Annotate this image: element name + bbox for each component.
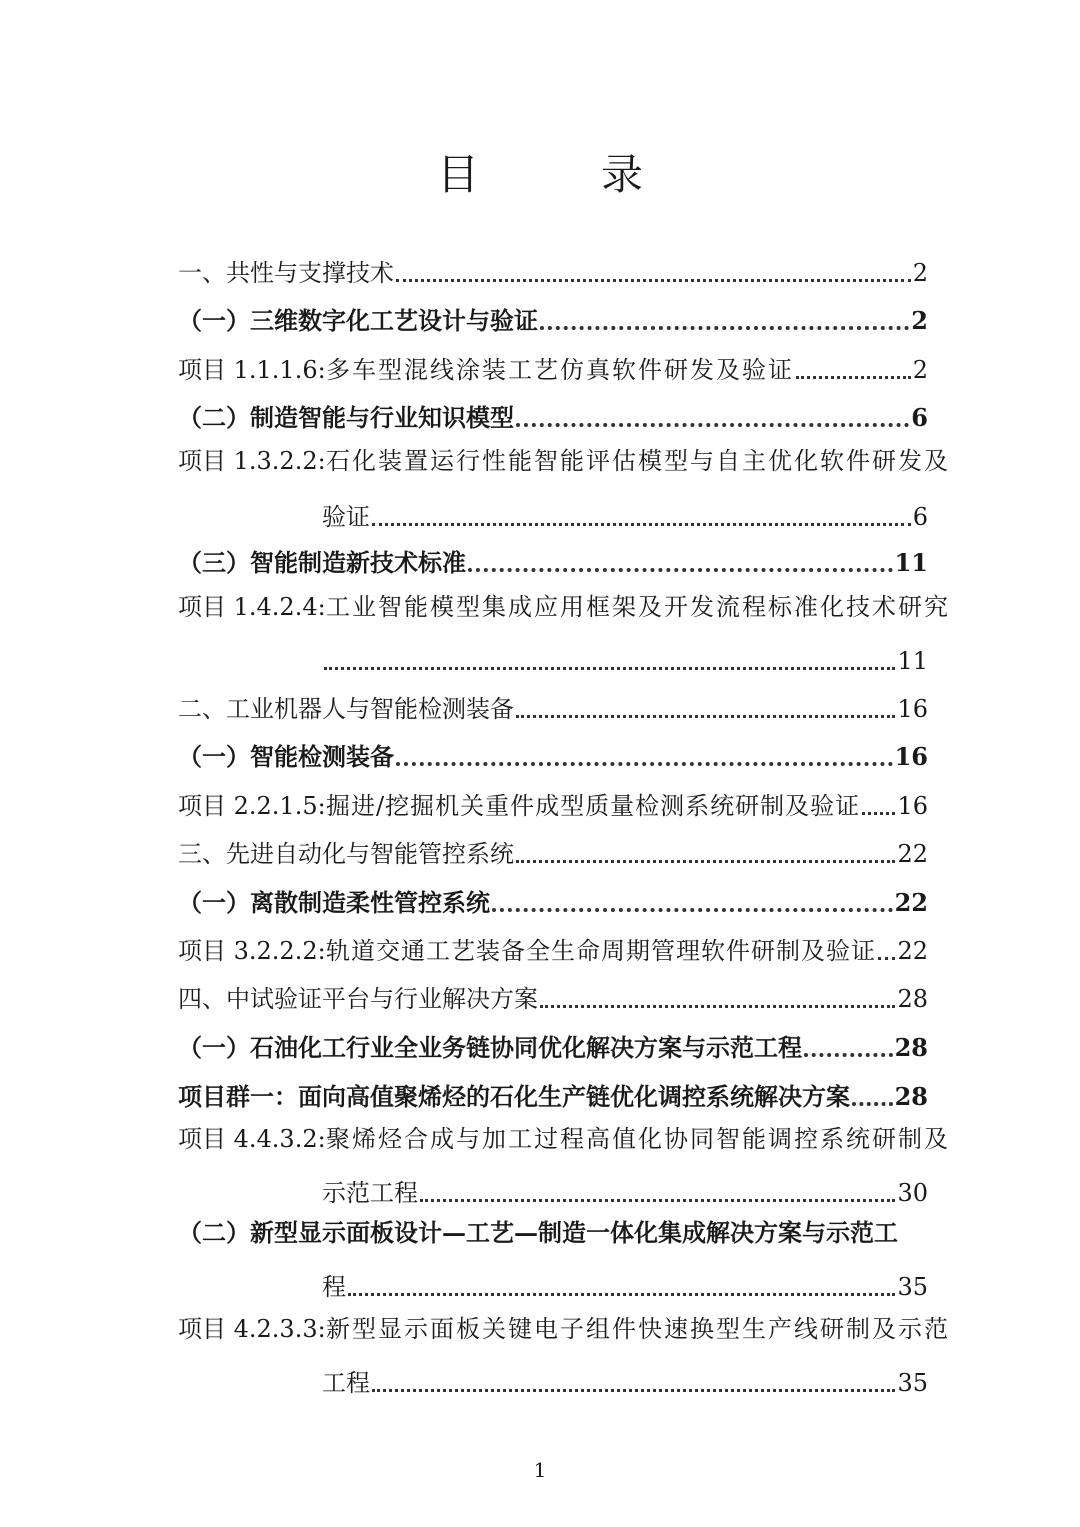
toc-entry[interactable]	[0, 248, 1080, 288]
toc-entry-page: 22	[894, 888, 928, 917]
toc-entry-text: （一）离散制造柔性管控系统	[178, 888, 490, 917]
toc-entry[interactable]	[0, 878, 1080, 918]
toc-entry[interactable]	[0, 393, 1080, 433]
toc-entry-line[interactable]	[178, 446, 950, 476]
page-number: 1	[533, 1458, 547, 1482]
toc-entry-page: 35	[897, 1273, 928, 1301]
toc-entry-project-number: 项目 2.2.1.5:	[178, 792, 326, 820]
toc-entry[interactable]	[0, 1168, 1080, 1208]
toc-entry-text: 二、工业机器人与智能检测装备	[178, 695, 514, 723]
toc-entry[interactable]	[0, 781, 1080, 821]
toc-entry-page: 28	[894, 1082, 928, 1111]
toc-entry-text: 项目群一：面向高值聚烯烃的石化生产链优化调控系统解决方案	[178, 1082, 850, 1111]
toc-entry[interactable]	[0, 538, 1080, 578]
toc-entry-line[interactable]	[178, 1124, 950, 1154]
toc-entry[interactable]	[0, 636, 1080, 676]
toc-entry-line[interactable]	[178, 1218, 898, 1248]
toc-entry-page: 2	[911, 306, 928, 335]
leader-dots	[372, 523, 911, 526]
toc-entry-text: 掘进/挖掘机关重件成型质量检测系统研制及验证	[326, 792, 861, 820]
leader-dots	[540, 1005, 895, 1008]
toc-entry-page: 28	[897, 985, 928, 1013]
leader-dots	[862, 812, 895, 815]
leader-dots	[492, 908, 893, 912]
toc-entry-text: 一、共性与支撑技术	[178, 259, 394, 287]
toc-entry[interactable]	[0, 1072, 1080, 1112]
toc-entry[interactable]	[0, 829, 1080, 869]
leader-dots	[516, 860, 895, 863]
toc-entry-project-number: 项目 1.3.2.2:	[178, 447, 326, 475]
leader-dots	[396, 762, 893, 766]
toc-entry[interactable]	[0, 345, 1080, 385]
toc-entry-project-number: 项目 1.1.1.6:	[178, 356, 326, 384]
toc-entry[interactable]	[0, 296, 1080, 336]
toc-entry-page: 2	[912, 259, 928, 287]
leader-dots	[796, 376, 911, 379]
toc-entry-project-number: 项目 4.4.3.2:	[178, 1125, 326, 1153]
toc-entry-text: （一）智能检测装备	[178, 742, 394, 771]
toc-entry-page: 6	[911, 403, 928, 432]
leader-dots	[516, 715, 895, 718]
toc-entry-page: 22	[897, 937, 928, 965]
toc-entry-continuation: 验证	[322, 503, 370, 531]
toc-entry-project-number: 项目 4.2.3.3:	[178, 1315, 326, 1343]
toc-entry-continuation: 工程	[322, 1369, 370, 1397]
toc-entry-page: 22	[897, 840, 928, 868]
toc-entry-text: 轨道交通工艺装备全生命周期管理软件研制及验证	[326, 937, 876, 965]
toc-entry-page: 6	[912, 503, 928, 531]
toc-entry-text: 四、中试验证平台与行业解决方案	[178, 985, 538, 1013]
toc-entry-text: 石化装置运行性能智能评估模型与自主优化软件研发及	[326, 447, 950, 475]
leader-dots	[852, 1102, 893, 1106]
toc-entry[interactable]	[0, 1023, 1080, 1063]
leader-dots	[324, 667, 895, 670]
toc-entry-project-number: 项目 1.4.2.4:	[178, 593, 326, 621]
toc-entry-text: 三、先进自动化与智能管控系统	[178, 840, 514, 868]
toc-entry-line[interactable]	[178, 592, 950, 622]
toc-entry-page: 16	[897, 792, 928, 820]
toc-entry[interactable]	[0, 732, 1080, 772]
leader-dots	[468, 568, 893, 572]
page-title: 目 录	[436, 150, 683, 199]
toc-entry-text: （一）石油化工行业全业务链协同优化解决方案与示范工程	[178, 1033, 802, 1062]
toc-entry[interactable]	[0, 974, 1080, 1014]
toc-entry-page: 11	[897, 647, 928, 675]
leader-dots	[420, 1199, 895, 1202]
toc-entry[interactable]	[0, 684, 1080, 724]
leader-dots	[878, 957, 895, 960]
leader-dots	[516, 423, 909, 427]
toc-entry[interactable]	[0, 1262, 1080, 1302]
toc-entry-page: 16	[897, 695, 928, 723]
toc-entry-text: （一）三维数字化工艺设计与验证	[178, 306, 538, 335]
toc-entry-project-number: 项目 3.2.2.2:	[178, 937, 326, 965]
toc-entry-text: 工业智能模型集成应用框架及开发流程标准化技术研究	[326, 593, 950, 621]
toc-entry-line[interactable]	[178, 1314, 950, 1344]
toc-entry[interactable]	[0, 1358, 1080, 1398]
leader-dots	[348, 1293, 895, 1296]
toc-entry-page: 11	[894, 548, 928, 577]
toc-entry-page: 16	[894, 742, 928, 771]
toc-entry[interactable]	[0, 926, 1080, 966]
toc-entry-page: 30	[897, 1179, 928, 1207]
toc-entry-continuation: 程	[322, 1273, 346, 1301]
toc-entry-text: （三）智能制造新技术标准	[178, 548, 466, 577]
toc-entry-page: 2	[912, 356, 928, 384]
toc-entry-text: 新型显示面板关键电子组件快速换型生产线研制及示范	[326, 1315, 950, 1343]
toc-entry-text: 多车型混线涂装工艺仿真软件研发及验证	[326, 356, 794, 384]
toc-entry-continuation: 示范工程	[322, 1179, 418, 1207]
leader-dots	[540, 326, 909, 330]
leader-dots	[396, 279, 911, 282]
toc-entry[interactable]	[0, 492, 1080, 532]
toc-entry-page: 35	[897, 1369, 928, 1397]
leader-dots	[804, 1053, 893, 1057]
leader-dots	[372, 1389, 895, 1392]
toc-entry-text: （二）制造智能与行业知识模型	[178, 403, 514, 432]
toc-entry-text: （二）新型显示面板设计—工艺—制造一体化集成解决方案与示范工	[178, 1218, 898, 1247]
toc-entry-text: 聚烯烃合成与加工过程高值化协同智能调控系统研制及	[326, 1125, 950, 1153]
toc-entry-page: 28	[894, 1033, 928, 1062]
